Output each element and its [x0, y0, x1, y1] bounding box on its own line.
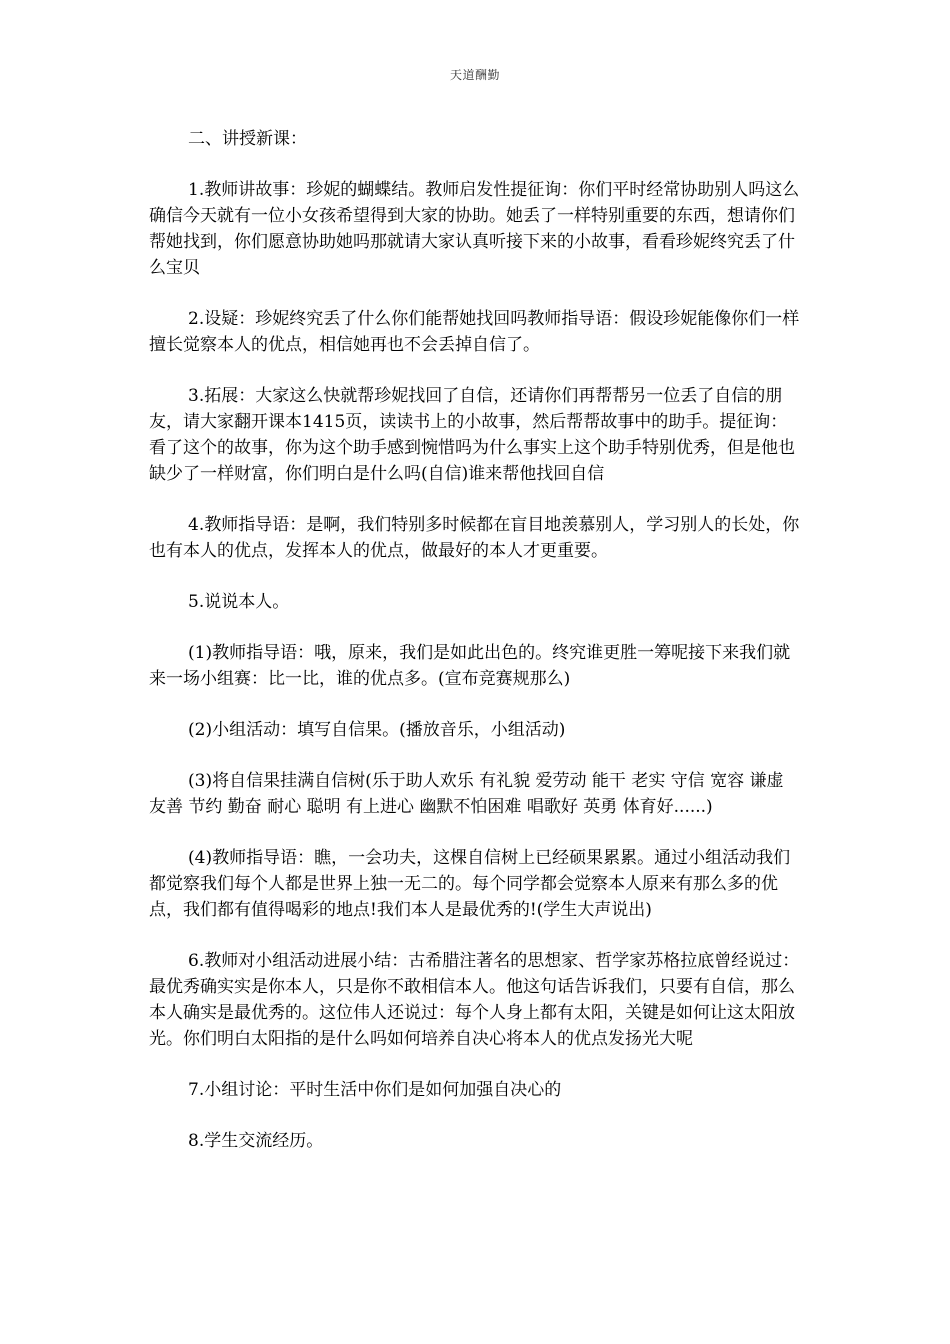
paragraph-3: 3.拓展：大家这么快就帮珍妮找回了自信，还请你们再帮帮另一位丢了自信的朋友，请大家翻开课本1415页，读读书上的小故事，然后帮帮故事中的助手。提征询：看了这个的故事，你为这个助手感到惋惜吗为什么事实上这个助手特别优秀，但是他也缺少了一样财富，你们明白是什么吗(自信)谁来帮他找回自信: [149, 386, 795, 484]
page-header: 天道酬勤: [449, 68, 500, 82]
document-body: [149, 126, 801, 1179]
paragraph-5-4: (4)教师指导语：瞧，一会功夫，这棵自信树上已经硕果累累。通过小组活动我们都觉察我们每个人都是世界上独一无二的。每个同学都会觉察本人原来有那么多的优点，我们都有值得喝彩的地点!我们本人是最优秀的!(学生大声说出): [149, 848, 791, 920]
paragraph-8: 8.学生交流经历。: [188, 1131, 324, 1151]
paragraph-5-2: (2)小组活动：填写自信果。(播放音乐，小组活动): [188, 720, 566, 740]
section-title: 二、讲授新课：: [188, 129, 307, 149]
paragraph-4: 4.教师指导语：是啊，我们特别多时候都在盲目地羡慕别人，学习别人的长处，你也有本人的优点，发挥本人的优点，做最好的本人才更重要。: [149, 515, 800, 561]
paragraph-2: 2.设疑：珍妮终究丢了什么你们能帮她找回吗教师指导语：假设珍妮能像你们一样擅长觉察本人的优点，相信她再也不会丢掉自信了。: [149, 309, 800, 355]
paragraph-5-3: (3)将自信果挂满自信树(乐于助人欢乐 有礼貌 爱劳动 能干 老实 守信 宽容 谦虚 友善 节约 勤奋 耐心 聪明 有上进心 幽默不怕困难 唱歌好 英勇 体育好......): [149, 771, 784, 817]
paragraph-1: 1.教师讲故事：珍妮的蝴蝶结。教师启发性提征询：你们平时经常协助别人吗这么确信今天就有一位小女孩希望得到大家的协助。她丢了一样特别重要的东西，想请你们帮她找到，你们愿意协助她吗那就请大家认真听接下来的小故事，看看珍妮终究丢了什么宝贝: [149, 180, 800, 278]
paragraph-5: 5.说说本人。: [188, 592, 290, 612]
paragraph-7: 7.小组讨论：平时生活中你们是如何加强自决心的: [188, 1080, 562, 1100]
paragraph-6: 6.教师对小组活动进展小结：古希腊注著名的思想家、哲学家苏格拉底曾经说过：最优秀确实实是你本人，只是你不敢相信本人。他这句话告诉我们，只要有自信，那么本人确实是最优秀的。这位伟人还说过：每个人身上都有太阳，关键是如何让这太阳放光。你们明白太阳指的是什么吗如何培养自决心将本人的优点发扬光大呢: [149, 951, 800, 1049]
paragraph-5-1: (1)教师指导语：哦，原来，我们是如此出色的。终究谁更胜一筹呢接下来我们就来一场小组赛：比一比，谁的优点多。(宣布竞赛规那么): [149, 643, 791, 689]
